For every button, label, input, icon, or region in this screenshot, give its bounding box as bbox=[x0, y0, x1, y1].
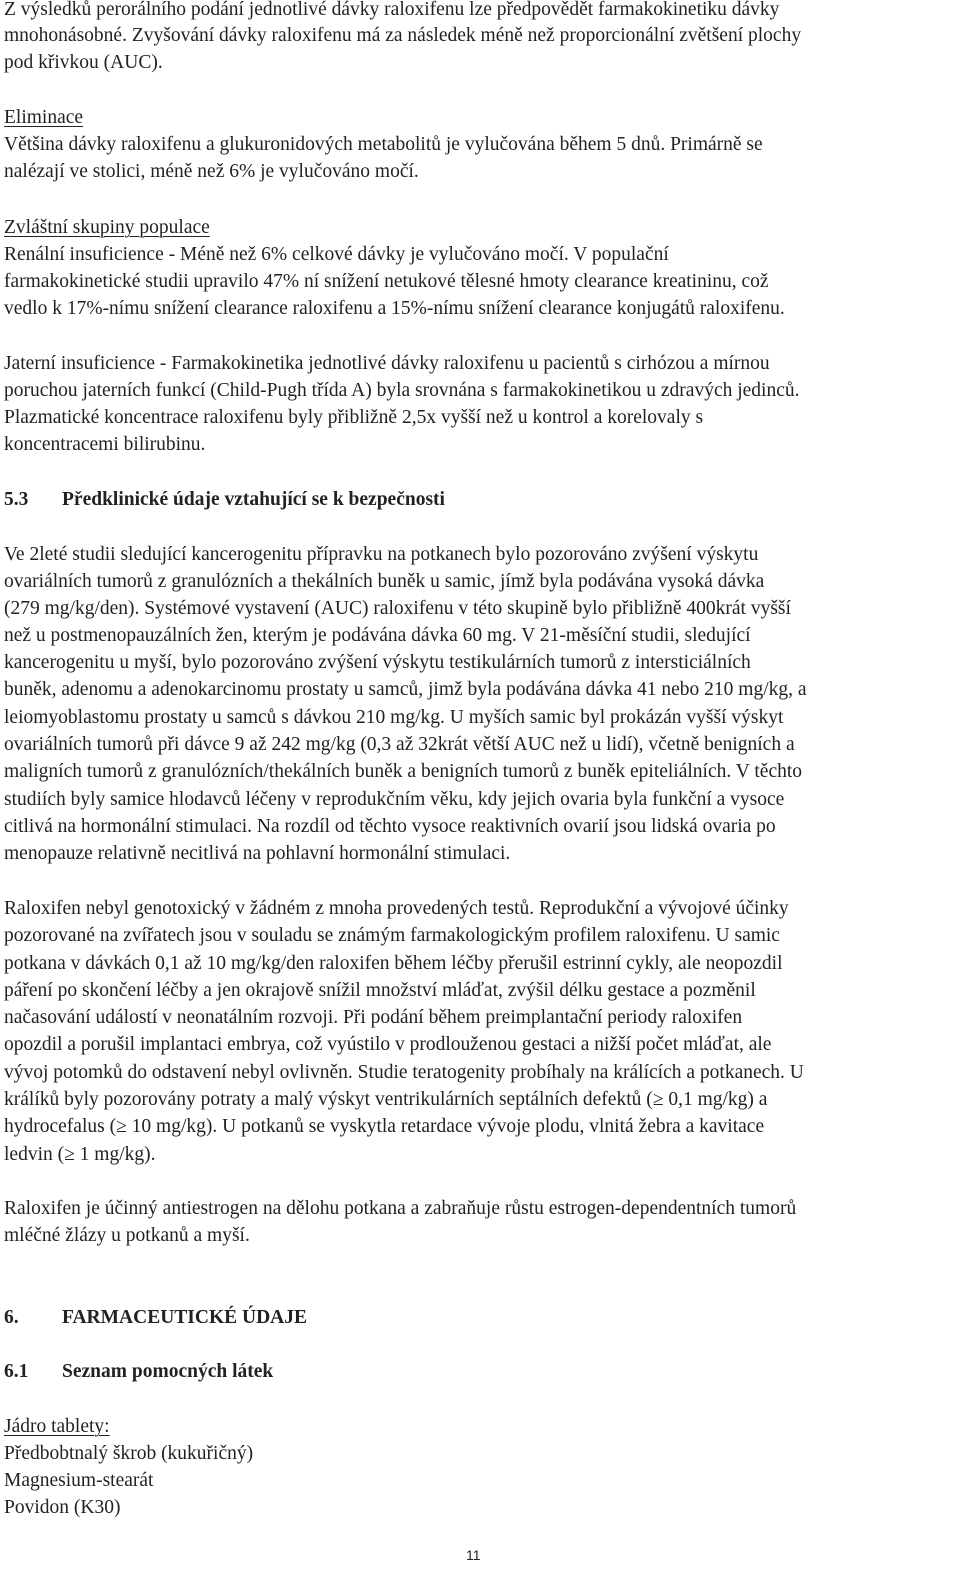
section-title: Předklinické údaje vztahující se k bezpečnosti bbox=[62, 489, 445, 510]
preclinical-line: načasování událostí v neonatálním rozvoji. Při podání během preimplantační periody raloxifen bbox=[4, 1007, 743, 1028]
tablet-core-subheading: Jádro tablety: bbox=[4, 1416, 110, 1437]
preclinical-line: pozorované na zvířatech jsou v souladu se známým farmakologickým profilem raloxifenu. U samic bbox=[4, 925, 780, 946]
preclinical-line: (279 mg/kg/den). Systémové vystavení (AUC) raloxifenu v této skupině bylo přibližně 400krát vyšší bbox=[4, 598, 791, 619]
preclinical-line: hydrocefalus (≥ 10 mg/kg). U potkanů se vyskytla retardace vývoje plodu, vlnitá žebra a kavitace bbox=[4, 1116, 765, 1137]
section-number: 5.3 bbox=[4, 489, 29, 510]
preclinical-line: Ve 2leté studii sledující kancerogenitu přípravku na potkanech bylo pozorováno zvýšení výskytu bbox=[4, 544, 759, 565]
renal-line: Renální insuficience - Méně než 6% celkové dávky je vylučováno močí. V populační bbox=[4, 244, 669, 265]
preclinical-line: Raloxifen nebyl genotoxický v žádném z mnoha provedených testů. Reprodukční a vývojové účinky bbox=[4, 898, 789, 919]
preclinical-line: Raloxifen je účinný antiestrogen na dělohu potkana a zabraňuje růstu estrogen-dependentních tumorů bbox=[4, 1198, 797, 1219]
preclinical-line: citlivá na hormonální stimulaci. Na rozdíl od těchto vysoce reaktivních ovarií jsou lidská ovaria po bbox=[4, 816, 776, 837]
section-number: 6. bbox=[4, 1307, 19, 1328]
section-number: 6.1 bbox=[4, 1361, 29, 1382]
preclinical-line: králíků byly pozorovány potraty a malý výskyt ventrikulárních septálních defektů (≥ 0,1 mg/kg) a bbox=[4, 1089, 768, 1110]
hepatic-line: koncentracemi bilirubinu. bbox=[4, 434, 206, 455]
preclinical-line: kancerogenitu u myší, bylo pozorováno zvýšení výskytu testikulárních tumorů z intersticiálních bbox=[4, 652, 751, 673]
pk-intro-line: pod křivkou (AUC). bbox=[4, 52, 163, 73]
preclinical-line: maligních tumorů z granulózních/thekálních buněk a benigních tumorů z buněk epiteliálních. V těchto bbox=[4, 761, 803, 782]
page-number: 11 bbox=[466, 1547, 481, 1563]
hepatic-line: Jaterní insuficience - Farmakokinetika jednotlivé dávky raloxifenu u pacientů s cirhózou a mírnou bbox=[4, 353, 770, 374]
excipient-item: Magnesium-stearát bbox=[4, 1470, 154, 1491]
preclinical-line: ovariálních tumorů při dávce 9 až 242 mg/kg (0,3 až 32krát větší AUC než u lidí), včetně benigních a bbox=[4, 734, 795, 755]
section-title: FARMACEUTICKÉ ÚDAJE bbox=[62, 1307, 308, 1328]
hepatic-line: poruchou jaterních funkcí (Child-Pugh třída A) byla srovnána s farmakokinetikou u zdravých jedinců. bbox=[4, 380, 800, 401]
preclinical-line: leiomyoblastomu prostaty u samců s dávkou 210 mg/kg. U myších samic byl prokázán vyšší výskyt bbox=[4, 707, 784, 728]
preclinical-line: menopauze relativně necitlivá na pohlavní hormonální stimulaci. bbox=[4, 843, 511, 864]
elimination-line: Většina dávky raloxifenu a glukuronidových metabolitů je vylučována během 5 dnů. Primárně se bbox=[4, 134, 763, 155]
preclinical-line: buněk, adenomu a adenokarcinomu prostaty u samců, jimž byla podávána dávka 41 nebo 210 mg/kg, a bbox=[4, 679, 807, 700]
preclinical-line: studiích byly samice hlodavců léčeny v reprodukčním věku, kdy jejich ovaria byla funkční a vysoce bbox=[4, 789, 785, 810]
renal-line: farmakokinetické studii upravilo 47% ní snížení netukové tělesné hmoty clearance kreatininu, což bbox=[4, 271, 769, 292]
preclinical-line: ledvin (≥ 1 mg/kg). bbox=[4, 1144, 156, 1165]
preclinical-line: ovariálních tumorů z granulózních a thekálních buněk u samic, jímž byla podávána vysoká dávka bbox=[4, 571, 765, 592]
section-title: Seznam pomocných látek bbox=[62, 1361, 274, 1382]
preclinical-line: potkana v dávkách 0,1 až 10 mg/kg/den raloxifen během léčby přerušil estrinní cykly, ale neopozdil bbox=[4, 953, 783, 974]
preclinical-line: opozdil a porušil implantaci embrya, což vyústilo v prodlouženou gestaci a nižší počet mláďat, ale bbox=[4, 1034, 772, 1055]
elimination-line: nalézají ve stolici, méně než 6% je vylučováno močí. bbox=[4, 161, 419, 182]
hepatic-line: Plazmatické koncentrace raloxifenu byly přibližně 2,5x vyšší než u kontrol a korelovaly s bbox=[4, 407, 704, 428]
preclinical-line: vývoj potomků do odstavení nebyl ovlivněn. Studie teratogenity probíhaly na králících a potkanech. U bbox=[4, 1062, 804, 1083]
elimination-heading: Eliminace bbox=[4, 107, 84, 128]
special-populations-heading: Zvláštní skupiny populace bbox=[4, 217, 210, 238]
excipient-item: Předbobtnalý škrob (kukuřičný) bbox=[4, 1443, 254, 1464]
pk-intro-line: mnohonásobné. Zvyšování dávky raloxifenu má za následek méně než proporcionální zvětšení plochy bbox=[4, 25, 802, 46]
pk-intro-line: Z výsledků perorálního podání jednotlivé dávky raloxifenu lze předpovědět farmakokinetiku dávky bbox=[4, 0, 780, 20]
preclinical-line: páření po skončení léčby a jen okrajově snížil množství mláďat, zvýšil délku gestace a pozměnil bbox=[4, 980, 756, 1001]
excipient-item: Povidon (K30) bbox=[4, 1497, 121, 1518]
preclinical-line: mléčné žlázy u potkanů a myší. bbox=[4, 1225, 250, 1246]
renal-line: vedlo k 17%-nímu snížení clearance raloxifenu a 15%-nímu snížení clearance konjugátů raloxifenu. bbox=[4, 298, 785, 319]
preclinical-line: než u postmenopauzálních žen, kterým je podávána dávka 60 mg. V 21-měsíční studii, sledující bbox=[4, 625, 751, 646]
